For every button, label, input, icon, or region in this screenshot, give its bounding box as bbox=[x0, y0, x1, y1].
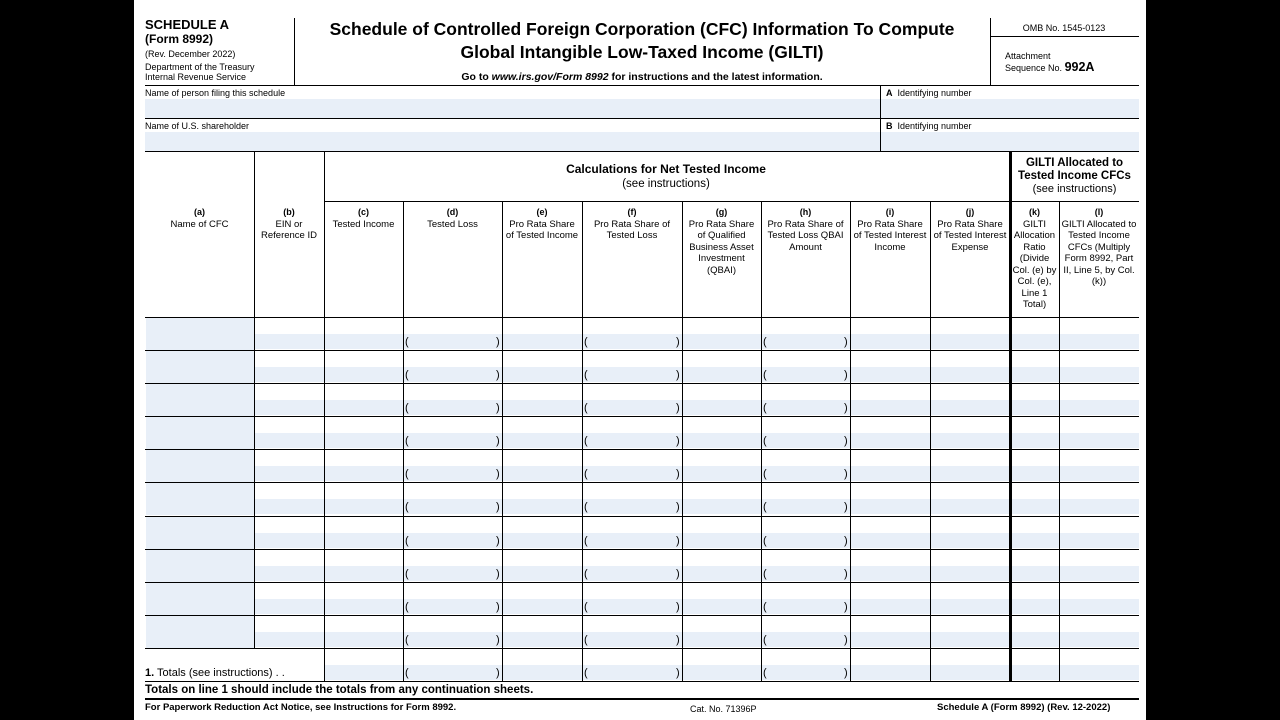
department-line: Department of the Treasury bbox=[145, 62, 255, 72]
row-divider bbox=[145, 615, 1139, 616]
table-row-cell-i[interactable] bbox=[851, 367, 930, 382]
table-row-cell-i[interactable] bbox=[851, 599, 930, 614]
negative-paren-open: ( bbox=[763, 568, 767, 580]
cfc-name-cell[interactable] bbox=[146, 550, 254, 582]
cfc-name-cell[interactable] bbox=[146, 517, 254, 549]
column-header-e: (e) Pro Rata Share of Tested Income bbox=[505, 207, 579, 241]
form-page bbox=[134, 0, 1146, 720]
table-row-cell-i[interactable] bbox=[851, 499, 930, 514]
negative-paren-close: ) bbox=[676, 634, 680, 646]
continuation-note: Totals on line 1 should include the totals from any continuation sheets. bbox=[145, 684, 534, 696]
omb-number: OMB No. 1545-0123 bbox=[1022, 23, 1106, 33]
negative-paren-close: ) bbox=[496, 336, 500, 348]
negative-paren-close: ) bbox=[676, 435, 680, 447]
table-row-cell-f[interactable] bbox=[583, 466, 682, 481]
table-row-cell-c[interactable] bbox=[325, 400, 403, 415]
table-row-cell-b[interactable] bbox=[255, 599, 324, 614]
table-row-cell-e[interactable] bbox=[503, 566, 582, 581]
table-row-cell-d[interactable] bbox=[404, 367, 502, 382]
table-row-cell-e[interactable] bbox=[503, 533, 582, 548]
negative-paren-open: ( bbox=[763, 435, 767, 447]
table-row-cell-d[interactable] bbox=[404, 499, 502, 514]
table-row-cell-i[interactable] bbox=[851, 632, 930, 647]
totals-row-cell-h[interactable] bbox=[762, 665, 850, 680]
table-row-cell-d[interactable] bbox=[404, 466, 502, 481]
column-rule bbox=[1009, 151, 1012, 681]
negative-paren-open: ( bbox=[405, 369, 409, 381]
cfc-name-cell[interactable] bbox=[146, 616, 254, 648]
table-row-cell-b[interactable] bbox=[255, 499, 324, 514]
table-row-cell-e[interactable] bbox=[503, 499, 582, 514]
table-row-cell-j[interactable] bbox=[931, 433, 1010, 448]
table-row-cell-i[interactable] bbox=[851, 400, 930, 415]
table-row-cell-i[interactable] bbox=[851, 433, 930, 448]
table-row-cell-c[interactable] bbox=[325, 632, 403, 647]
negative-paren-open: ( bbox=[405, 634, 409, 646]
table-row-cell-g[interactable] bbox=[683, 599, 761, 614]
identifying-number-a-label: A Identifying number bbox=[886, 88, 972, 98]
cfc-name-cell[interactable] bbox=[146, 450, 254, 482]
totals-row-cell-i[interactable] bbox=[851, 665, 930, 680]
totals-row-cell-f[interactable] bbox=[583, 665, 682, 680]
table-row-cell-l[interactable] bbox=[1060, 433, 1139, 448]
table-row-cell-h[interactable] bbox=[762, 433, 850, 448]
table-row-cell-f[interactable] bbox=[583, 632, 682, 647]
negative-paren-open: ( bbox=[584, 535, 588, 547]
table-row-cell-b[interactable] bbox=[255, 466, 324, 481]
instructions-url[interactable]: www.irs.gov/Form 8992 bbox=[491, 71, 609, 83]
negative-paren-close: ) bbox=[844, 634, 848, 646]
negative-paren-close: ) bbox=[844, 568, 848, 580]
negative-paren-open: ( bbox=[405, 435, 409, 447]
table-row-cell-d[interactable] bbox=[404, 533, 502, 548]
table-row-cell-k[interactable] bbox=[1011, 533, 1059, 548]
table-row-cell-l[interactable] bbox=[1060, 533, 1139, 548]
negative-paren-close: ) bbox=[496, 667, 500, 679]
table-row-cell-j[interactable] bbox=[931, 632, 1010, 647]
negative-paren-open: ( bbox=[405, 501, 409, 513]
table-row-cell-g[interactable] bbox=[683, 334, 761, 349]
column-header-c: (c) Tested Income bbox=[332, 207, 395, 230]
table-row-cell-c[interactable] bbox=[325, 367, 403, 382]
column-rule bbox=[254, 151, 255, 648]
table-row-cell-c[interactable] bbox=[325, 433, 403, 448]
cfc-name-cell[interactable] bbox=[146, 384, 254, 416]
gilti-heading-line-1: GILTI Allocated to bbox=[1025, 157, 1124, 169]
table-row-cell-b[interactable] bbox=[255, 433, 324, 448]
table-row-cell-l[interactable] bbox=[1060, 367, 1139, 382]
table-row-cell-c[interactable] bbox=[325, 533, 403, 548]
table-row-cell-j[interactable] bbox=[931, 533, 1010, 548]
negative-paren-close: ) bbox=[844, 535, 848, 547]
table-row-cell-l[interactable] bbox=[1060, 499, 1139, 514]
catalog-number: Cat. No. 71396P bbox=[690, 704, 757, 714]
table-row-cell-e[interactable] bbox=[503, 334, 582, 349]
negative-paren-close: ) bbox=[676, 402, 680, 414]
column-rule bbox=[682, 201, 683, 681]
table-row-cell-j[interactable] bbox=[931, 334, 1010, 349]
attachment-label: Attachment bbox=[1005, 51, 1051, 61]
table-row-cell-l[interactable] bbox=[1060, 466, 1139, 481]
form-title-line-1: Schedule of Controlled Foreign Corporation (CFC) Information To Compute bbox=[329, 19, 955, 39]
table-row-cell-f[interactable] bbox=[583, 400, 682, 415]
gilti-subheading: (see instructions) bbox=[1032, 183, 1117, 195]
form-reference: (Form 8992) bbox=[145, 32, 214, 46]
negative-paren-open: ( bbox=[763, 601, 767, 613]
table-row-cell-k[interactable] bbox=[1011, 632, 1059, 647]
cfc-name-cell[interactable] bbox=[146, 583, 254, 615]
negative-paren-open: ( bbox=[405, 535, 409, 547]
negative-paren-close: ) bbox=[844, 435, 848, 447]
shareholder-name-field[interactable] bbox=[145, 132, 880, 151]
form-identifier: Schedule A (Form 8992) (Rev. 12-2022) bbox=[937, 702, 1111, 713]
negative-paren-open: ( bbox=[405, 402, 409, 414]
column-header-k: (k) GILTI Allocation Ratio (Divide Col. (e) by Col. (e), Line 1 Total) bbox=[1012, 207, 1057, 310]
column-rule bbox=[850, 201, 851, 681]
column-rule bbox=[502, 201, 503, 681]
totals-row-cell-e[interactable] bbox=[503, 665, 582, 680]
negative-paren-close: ) bbox=[496, 402, 500, 414]
table-row-cell-h[interactable] bbox=[762, 632, 850, 647]
table-bottom-rule bbox=[145, 681, 1139, 682]
table-row-cell-e[interactable] bbox=[503, 599, 582, 614]
table-row-cell-f[interactable] bbox=[583, 533, 682, 548]
totals-row-cell-c[interactable] bbox=[325, 665, 403, 680]
identifying-number-a-field[interactable] bbox=[881, 99, 1139, 118]
identifying-number-b-field[interactable] bbox=[881, 132, 1139, 151]
negative-paren-close: ) bbox=[496, 601, 500, 613]
table-row-cell-l[interactable] bbox=[1060, 566, 1139, 581]
table-row-cell-b[interactable] bbox=[255, 632, 324, 647]
negative-paren-close: ) bbox=[496, 634, 500, 646]
table-row-cell-k[interactable] bbox=[1011, 466, 1059, 481]
negative-paren-open: ( bbox=[405, 336, 409, 348]
negative-paren-close: ) bbox=[676, 568, 680, 580]
form-title-line-2: Global Intangible Low-Taxed Income (GILTI) bbox=[460, 42, 824, 62]
table-row-cell-e[interactable] bbox=[503, 632, 582, 647]
negative-paren-close: ) bbox=[676, 501, 680, 513]
negative-paren-open: ( bbox=[405, 568, 409, 580]
shareholder-name-label: Name of U.S. shareholder bbox=[145, 121, 250, 131]
negative-paren-close: ) bbox=[676, 667, 680, 679]
negative-paren-open: ( bbox=[584, 435, 588, 447]
column-header-h: (h) Pro Rata Share of Tested Loss QBAI Amount bbox=[767, 207, 844, 253]
negative-paren-close: ) bbox=[496, 568, 500, 580]
table-row-cell-h[interactable] bbox=[762, 367, 850, 382]
cfc-name-cell[interactable] bbox=[146, 417, 254, 449]
table-row-cell-f[interactable] bbox=[583, 433, 682, 448]
table-row-cell-f[interactable] bbox=[583, 499, 682, 514]
negative-paren-close: ) bbox=[844, 336, 848, 348]
totals-row-cell-k[interactable] bbox=[1011, 665, 1059, 680]
table-row-cell-c[interactable] bbox=[325, 466, 403, 481]
table-row-cell-k[interactable] bbox=[1011, 566, 1059, 581]
negative-paren-close: ) bbox=[844, 468, 848, 480]
negative-paren-close: ) bbox=[844, 501, 848, 513]
column-rule bbox=[761, 201, 762, 681]
table-row-cell-g[interactable] bbox=[683, 466, 761, 481]
table-row-cell-c[interactable] bbox=[325, 566, 403, 581]
agency-line: Internal Revenue Service bbox=[145, 72, 247, 82]
cfc-name-cell[interactable] bbox=[146, 318, 254, 350]
table-row-cell-f[interactable] bbox=[583, 334, 682, 349]
negative-paren-open: ( bbox=[405, 601, 409, 613]
row-divider bbox=[145, 516, 1139, 517]
sequence-number: 992A bbox=[1064, 60, 1095, 74]
table-row-cell-d[interactable] bbox=[404, 334, 502, 349]
negative-paren-close: ) bbox=[844, 667, 848, 679]
totals-row-cell-l[interactable] bbox=[1060, 665, 1139, 680]
table-row-cell-h[interactable] bbox=[762, 599, 850, 614]
table-row-cell-e[interactable] bbox=[503, 433, 582, 448]
filer-name-field[interactable] bbox=[145, 99, 880, 118]
table-row-cell-b[interactable] bbox=[255, 400, 324, 415]
table-row-cell-i[interactable] bbox=[851, 566, 930, 581]
sequence-label: Sequence No. 992A bbox=[1005, 60, 1095, 74]
row-divider bbox=[145, 648, 1139, 649]
column-rule bbox=[582, 201, 583, 681]
row-divider bbox=[145, 383, 1139, 384]
totals-row-cell-j[interactable] bbox=[931, 665, 1010, 680]
negative-paren-close: ) bbox=[676, 468, 680, 480]
negative-paren-open: ( bbox=[763, 402, 767, 414]
negative-paren-close: ) bbox=[496, 501, 500, 513]
negative-paren-open: ( bbox=[763, 667, 767, 679]
table-row-cell-e[interactable] bbox=[503, 466, 582, 481]
table-row-cell-g[interactable] bbox=[683, 367, 761, 382]
table-row-cell-j[interactable] bbox=[931, 466, 1010, 481]
identifying-number-b-label: B Identifying number bbox=[886, 121, 972, 131]
negative-paren-open: ( bbox=[584, 369, 588, 381]
table-row-cell-e[interactable] bbox=[503, 367, 582, 382]
table-row-cell-d[interactable] bbox=[404, 632, 502, 647]
table-row-cell-l[interactable] bbox=[1060, 334, 1139, 349]
table-row-cell-h[interactable] bbox=[762, 533, 850, 548]
column-rule bbox=[324, 151, 325, 681]
negative-paren-close: ) bbox=[676, 369, 680, 381]
negative-paren-close: ) bbox=[844, 369, 848, 381]
column-rule bbox=[930, 201, 931, 681]
table-row-cell-h[interactable] bbox=[762, 466, 850, 481]
negative-paren-close: ) bbox=[496, 468, 500, 480]
row-divider bbox=[145, 317, 1139, 318]
table-row-cell-g[interactable] bbox=[683, 499, 761, 514]
negative-paren-open: ( bbox=[584, 402, 588, 414]
negative-paren-open: ( bbox=[763, 501, 767, 513]
table-row-cell-h[interactable] bbox=[762, 499, 850, 514]
negative-paren-open: ( bbox=[584, 634, 588, 646]
paperwork-notice: For Paperwork Reduction Act Notice, see Instructions for Form 8992. bbox=[145, 702, 457, 713]
table-row-cell-e[interactable] bbox=[503, 400, 582, 415]
column-header-l: (l) GILTI Allocated to Tested Income CFCs (Multiply Form 8992, Part II, Line 5, by Col. (k)) bbox=[1061, 207, 1137, 287]
table-row-cell-d[interactable] bbox=[404, 599, 502, 614]
table-row-cell-j[interactable] bbox=[931, 566, 1010, 581]
table-row-cell-k[interactable] bbox=[1011, 499, 1059, 514]
table-row-cell-g[interactable] bbox=[683, 566, 761, 581]
negative-paren-open: ( bbox=[405, 667, 409, 679]
table-row-cell-k[interactable] bbox=[1011, 367, 1059, 382]
table-row-cell-b[interactable] bbox=[255, 367, 324, 382]
table-row-cell-h[interactable] bbox=[762, 400, 850, 415]
table-row-cell-k[interactable] bbox=[1011, 433, 1059, 448]
gilti-heading-line-2: Tested Income CFCs bbox=[1018, 170, 1131, 182]
row-divider bbox=[145, 549, 1139, 550]
table-row-cell-c[interactable] bbox=[325, 499, 403, 514]
table-row-cell-l[interactable] bbox=[1060, 632, 1139, 647]
row-divider bbox=[145, 416, 1139, 417]
table-row-cell-d[interactable] bbox=[404, 566, 502, 581]
column-header-f: (f) Pro Rata Share of Tested Loss bbox=[593, 207, 671, 241]
table-row-cell-c[interactable] bbox=[325, 599, 403, 614]
table-row-cell-f[interactable] bbox=[583, 566, 682, 581]
cfc-name-cell[interactable] bbox=[146, 483, 254, 515]
negative-paren-close: ) bbox=[676, 336, 680, 348]
net-tested-income-subheading: (see instructions) bbox=[622, 178, 710, 190]
negative-paren-open: ( bbox=[405, 468, 409, 480]
row-divider bbox=[145, 449, 1139, 450]
column-header-d: (d) Tested Loss bbox=[427, 207, 478, 230]
column-rule bbox=[1059, 201, 1060, 681]
negative-paren-close: ) bbox=[496, 369, 500, 381]
table-row-cell-k[interactable] bbox=[1011, 334, 1059, 349]
table-row-cell-h[interactable] bbox=[762, 566, 850, 581]
negative-paren-open: ( bbox=[763, 369, 767, 381]
negative-paren-open: ( bbox=[584, 501, 588, 513]
table-row-cell-d[interactable] bbox=[404, 433, 502, 448]
negative-paren-open: ( bbox=[584, 336, 588, 348]
negative-paren-open: ( bbox=[584, 667, 588, 679]
table-row-cell-f[interactable] bbox=[583, 367, 682, 382]
net-tested-income-heading: Calculations for Net Tested Income bbox=[566, 162, 766, 176]
table-row-cell-l[interactable] bbox=[1060, 400, 1139, 415]
table-row-cell-g[interactable] bbox=[683, 400, 761, 415]
table-row-cell-g[interactable] bbox=[683, 433, 761, 448]
negative-paren-open: ( bbox=[763, 634, 767, 646]
column-header-a: (a) Name of CFC bbox=[170, 207, 229, 230]
negative-paren-open: ( bbox=[763, 468, 767, 480]
row-divider bbox=[145, 350, 1139, 351]
table-row-cell-k[interactable] bbox=[1011, 599, 1059, 614]
table-row-cell-j[interactable] bbox=[931, 499, 1010, 514]
negative-paren-open: ( bbox=[584, 601, 588, 613]
negative-paren-close: ) bbox=[496, 435, 500, 447]
column-rule bbox=[403, 201, 404, 681]
table-row-cell-i[interactable] bbox=[851, 533, 930, 548]
column-header-i: (i) Pro Rata Share of Tested Interest Income bbox=[853, 207, 927, 253]
table-row-cell-d[interactable] bbox=[404, 400, 502, 415]
table-row-cell-k[interactable] bbox=[1011, 400, 1059, 415]
row-divider bbox=[145, 482, 1139, 483]
totals-row-cell-g[interactable] bbox=[683, 665, 761, 680]
table-row-cell-g[interactable] bbox=[683, 632, 761, 647]
filer-name-label: Name of person filing this schedule bbox=[145, 88, 286, 98]
negative-paren-close: ) bbox=[844, 601, 848, 613]
table-row-cell-b[interactable] bbox=[255, 533, 324, 548]
table-row-cell-j[interactable] bbox=[931, 400, 1010, 415]
table-row-cell-l[interactable] bbox=[1060, 599, 1139, 614]
negative-paren-open: ( bbox=[763, 535, 767, 547]
table-row-cell-g[interactable] bbox=[683, 533, 761, 548]
negative-paren-close: ) bbox=[496, 535, 500, 547]
negative-paren-close: ) bbox=[844, 402, 848, 414]
table-row-cell-i[interactable] bbox=[851, 466, 930, 481]
table-row-cell-f[interactable] bbox=[583, 599, 682, 614]
negative-paren-open: ( bbox=[584, 468, 588, 480]
negative-paren-close: ) bbox=[676, 601, 680, 613]
negative-paren-close: ) bbox=[676, 535, 680, 547]
totals-row-cell-d[interactable] bbox=[404, 665, 502, 680]
column-header-g: (g) Pro Rata Share of Qualified Business Asset Investment (QBAI) bbox=[688, 207, 755, 276]
column-header-b: (b) EIN or Reference ID bbox=[261, 207, 317, 241]
table-row-cell-b[interactable] bbox=[255, 334, 324, 349]
instructions-link-line: Go to www.irs.gov/Form 8992 for instructions and the latest information. bbox=[461, 71, 823, 83]
negative-paren-open: ( bbox=[584, 568, 588, 580]
negative-paren-open: ( bbox=[763, 336, 767, 348]
table-row-cell-c[interactable] bbox=[325, 334, 403, 349]
totals-label: 1. Totals (see instructions) . . bbox=[145, 667, 285, 679]
cfc-name-cell[interactable] bbox=[146, 351, 254, 383]
table-row-cell-j[interactable] bbox=[931, 599, 1010, 614]
column-header-j: (j) Pro Rata Share of Tested Interest Expense bbox=[933, 207, 1007, 253]
row-divider bbox=[145, 582, 1139, 583]
revision-date: (Rev. December 2022) bbox=[145, 49, 236, 59]
table-row-cell-j[interactable] bbox=[931, 367, 1010, 382]
schedule-label: SCHEDULE A bbox=[145, 17, 230, 32]
table-row-cell-b[interactable] bbox=[255, 566, 324, 581]
table-row-cell-h[interactable] bbox=[762, 334, 850, 349]
table-row-cell-i[interactable] bbox=[851, 334, 930, 349]
